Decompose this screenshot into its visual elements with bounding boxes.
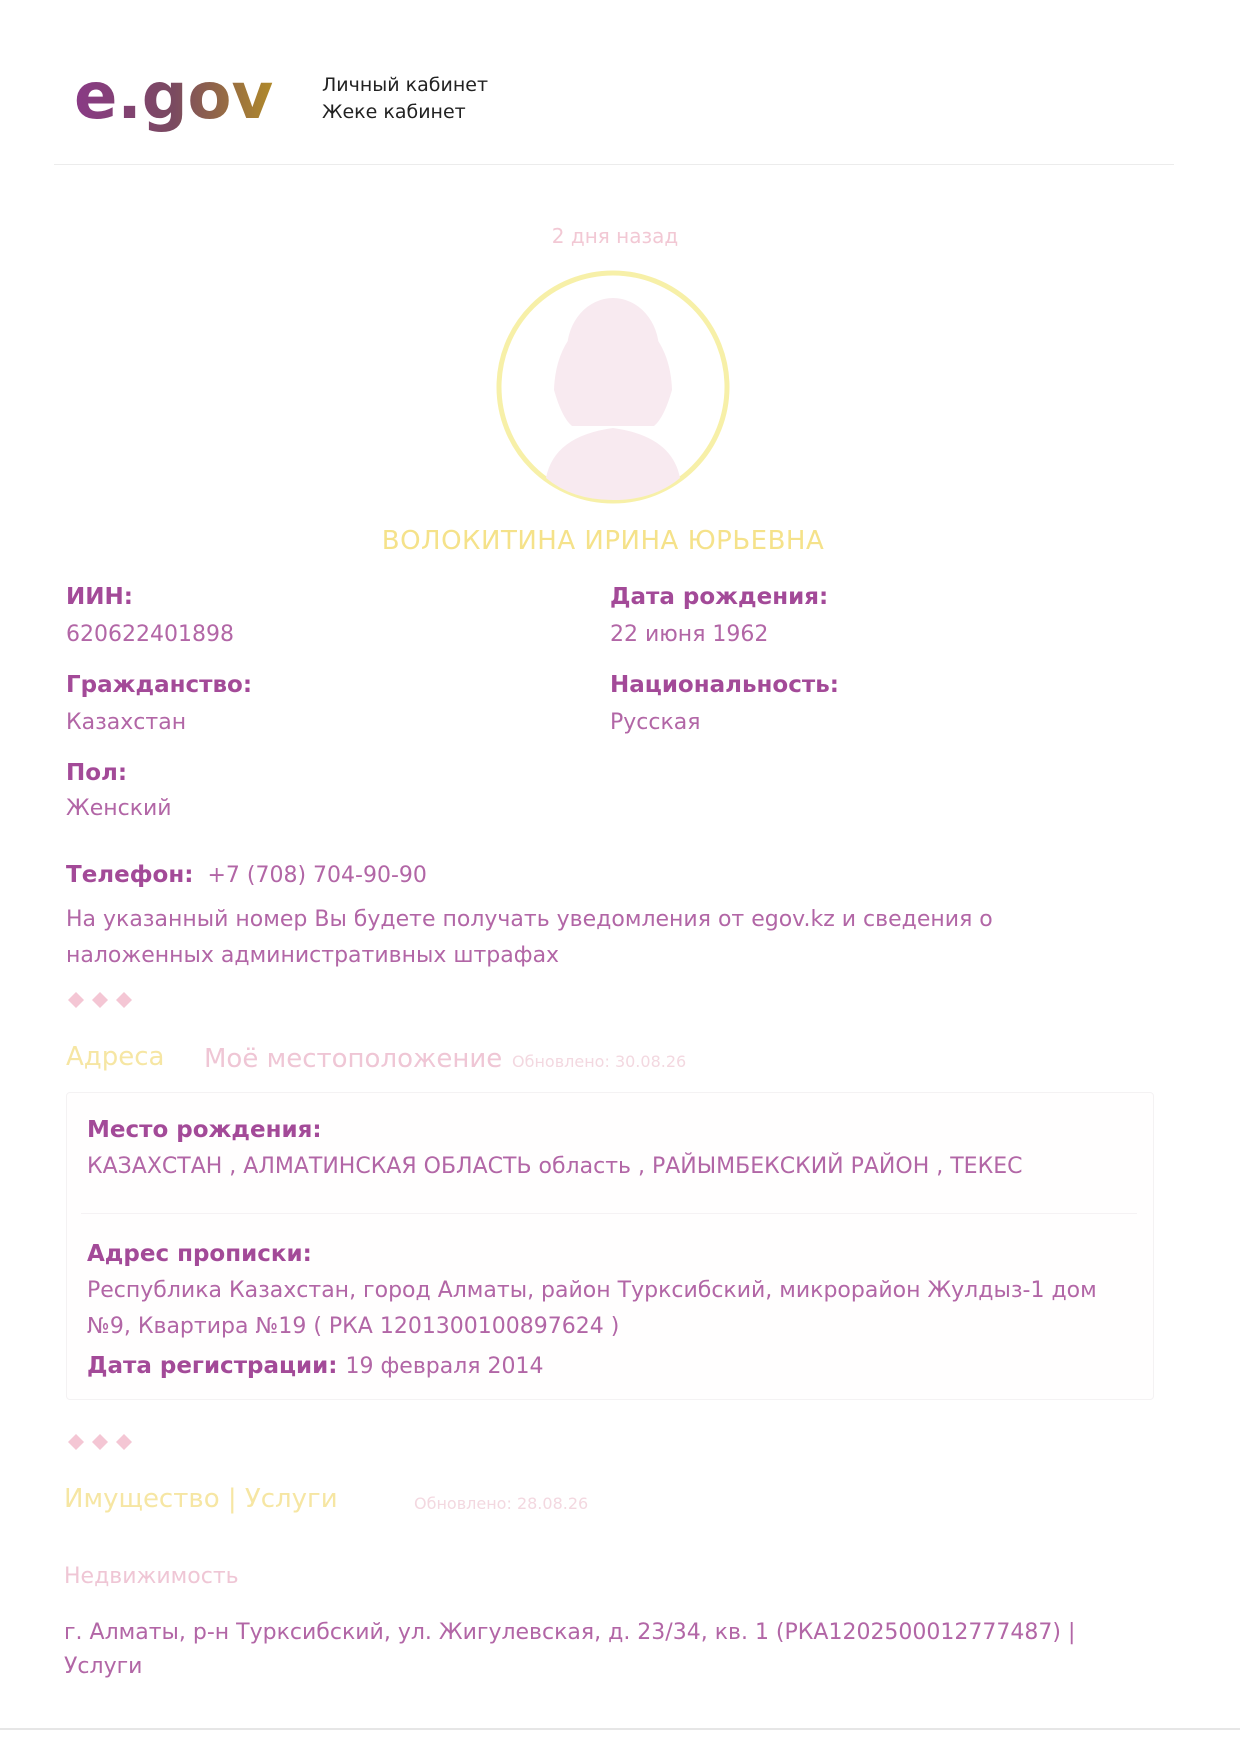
card-divider [81, 1213, 1137, 1214]
cabinet-title-ru: Личный кабинет [322, 74, 489, 96]
birthplace-label: Место рождения: [87, 1117, 322, 1143]
registration-address-value: Республика Казахстан, город Алматы, район Турксибский, микрорайон Жулдыз-1 дом №9, Квартира №19 ( РКА 1201300100897624 ) [87, 1278, 1097, 1339]
registration-date-value: 19 февраля 2014 [345, 1354, 544, 1379]
updated-ago: 2 дня назад [551, 224, 679, 248]
person-silhouette-icon [494, 268, 732, 506]
iin-label: ИИН: [66, 584, 133, 610]
phone-note: На указанный номер Вы будете получать уведомления от egov.kz и сведения о наложенных административных штрафах [66, 907, 993, 968]
section-divider-dots [66, 1432, 146, 1452]
tab-my-location[interactable]: Моё местоположение [204, 1044, 503, 1074]
page-bottom-edge [0, 1728, 1240, 1730]
citizenship-label: Гражданство: [66, 672, 253, 698]
tab-addresses[interactable]: Адреса [66, 1042, 165, 1072]
gender-value: Женский [66, 796, 172, 821]
nationality-value: Русская [610, 710, 701, 735]
egov-logo[interactable] [74, 62, 296, 148]
address-card [66, 1092, 1154, 1400]
citizenship-value: Казахстан [66, 710, 187, 735]
logo-text: e.gov [74, 62, 274, 134]
tab-property-services[interactable]: Имущество | Услуги [64, 1484, 338, 1514]
page-header [0, 0, 1240, 170]
property-updated: Обновлено: 28.08.26 [414, 1494, 589, 1513]
header-divider [54, 164, 1174, 165]
property-category: Недвижимость [64, 1564, 239, 1589]
full-name: ВОЛОКИТИНА ИРИНА ЮРЬЕВНА [381, 526, 825, 556]
birth-date-value: 22 июня 1962 [610, 622, 769, 647]
registration-address-label: Адрес прописки: [87, 1241, 312, 1267]
birthplace-value: КАЗАХСТАН , АЛМАТИНСКАЯ ОБЛАСТЬ область , РАЙЫМБЕКСКИЙ РАЙОН , ТЕКЕС [87, 1154, 1023, 1179]
phone-label: Телефон: [66, 862, 194, 888]
registration-date-row [87, 1353, 544, 1379]
iin-value: 620622401898 [66, 622, 234, 647]
cabinet-title-kz: Жеке кабинет [322, 101, 466, 123]
addresses-updated: Обновлено: 30.08.26 [512, 1052, 687, 1071]
phone-value[interactable]: +7 (708) 704-90-90 [207, 863, 427, 888]
property-address: г. Алматы, р-н Турксибский, ул. Жигулевская, д. 23/34, кв. 1 (РКА1202500012777487) | Услуги [64, 1620, 1076, 1679]
gender-label: Пол: [66, 760, 128, 786]
section-divider-dots [66, 990, 146, 1010]
nationality-label: Национальность: [610, 672, 839, 698]
phone-row [66, 862, 427, 888]
birth-date-label: Дата рождения: [610, 584, 829, 610]
registration-date-label: Дата регистрации: [87, 1353, 338, 1379]
cabinet-title [322, 72, 488, 126]
